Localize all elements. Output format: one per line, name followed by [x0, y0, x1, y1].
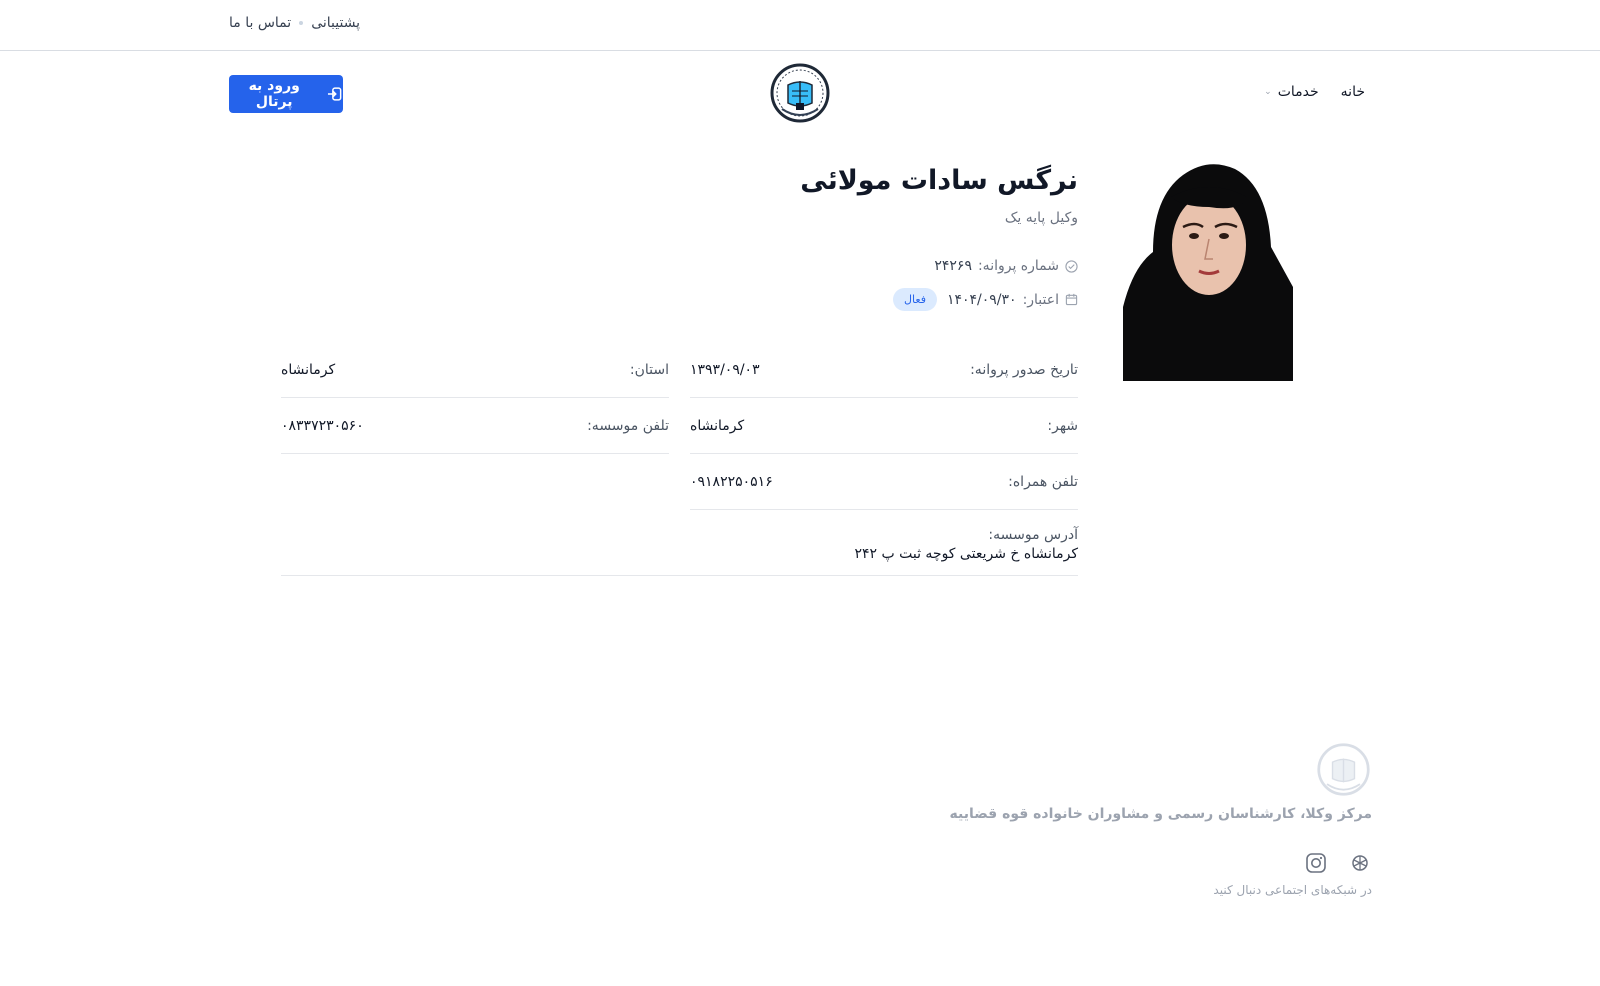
nav-services-label: خدمات	[1277, 84, 1319, 100]
province-label: استان:	[629, 361, 669, 378]
separator-dot	[299, 21, 303, 25]
city-value: کرمانشاه	[690, 417, 745, 434]
top-bar	[0, 0, 1600, 51]
city-field	[690, 398, 1078, 454]
mobile-label: تلفن همراه:	[1008, 473, 1078, 490]
province-value: کرمانشاه	[281, 361, 336, 378]
instagram-icon[interactable]	[1305, 852, 1327, 874]
check-circle-icon	[1065, 260, 1078, 273]
mobile-field	[690, 454, 1078, 510]
footer-follow-text: در شبکه‌های اجتماعی دنبال کنید	[1213, 883, 1372, 897]
city-label: شهر:	[1047, 417, 1078, 434]
chevron-down-icon: ⌄	[1264, 87, 1272, 97]
office-phone-field	[281, 398, 669, 454]
main-nav	[1264, 84, 1365, 100]
address-label: آدرس موسسه:	[988, 527, 1078, 543]
lawyer-rank: وکیل پایه یک	[1004, 210, 1078, 226]
mobile-value[interactable]: ۰۹۱۸۲۲۵۰۵۱۶	[690, 473, 773, 490]
license-label: شماره پروانه:	[977, 258, 1059, 274]
issue-date-field	[690, 342, 1078, 398]
issue-date-value: ۱۳۹۳/۰۹/۰۳	[690, 361, 760, 378]
support-link[interactable]: پشتیبانی	[311, 15, 361, 31]
address-field	[281, 523, 1078, 576]
footer-title: مرکز وکلا، کارشناسان رسمی و مشاوران خانواده قوه قضاییه	[949, 806, 1372, 822]
license-number: ۲۴۲۶۹	[934, 258, 972, 274]
nav-services[interactable]	[1264, 84, 1319, 100]
license-row	[934, 258, 1078, 274]
office-phone-value[interactable]: ۰۸۳۳۷۲۳۰۵۶۰	[281, 417, 364, 434]
judiciary-logo[interactable]	[770, 63, 830, 123]
province-field	[281, 342, 669, 398]
rubika-icon[interactable]	[1349, 852, 1371, 874]
nav-home[interactable]: خانه	[1340, 84, 1365, 100]
validity-row	[893, 288, 1078, 311]
issue-date-label: تاریخ صدور پروانه:	[970, 361, 1078, 378]
validity-date: ۱۴۰۴/۰۹/۳۰	[946, 291, 1017, 308]
validity-label: اعتبار:	[1022, 291, 1059, 308]
address-value: کرمانشاه خ شریعتی کوچه ثبت پ ۲۴۲	[854, 546, 1078, 562]
lawyer-name: نرگس سادات مولائی	[800, 165, 1078, 196]
social-links	[1305, 852, 1371, 874]
calendar-icon	[1065, 293, 1078, 306]
portal-button-label: ورود به پرتال	[248, 78, 300, 110]
portal-login-button[interactable]	[229, 75, 343, 113]
contact-link[interactable]: تماس با ما	[229, 15, 292, 31]
portrait-image	[1123, 157, 1293, 381]
status-badge: فعال	[893, 288, 937, 311]
login-icon	[327, 86, 343, 102]
footer-logo	[1316, 742, 1371, 797]
lawyer-photo	[1123, 157, 1293, 381]
top-links	[229, 15, 360, 31]
office-phone-label: تلفن موسسه:	[587, 417, 669, 434]
